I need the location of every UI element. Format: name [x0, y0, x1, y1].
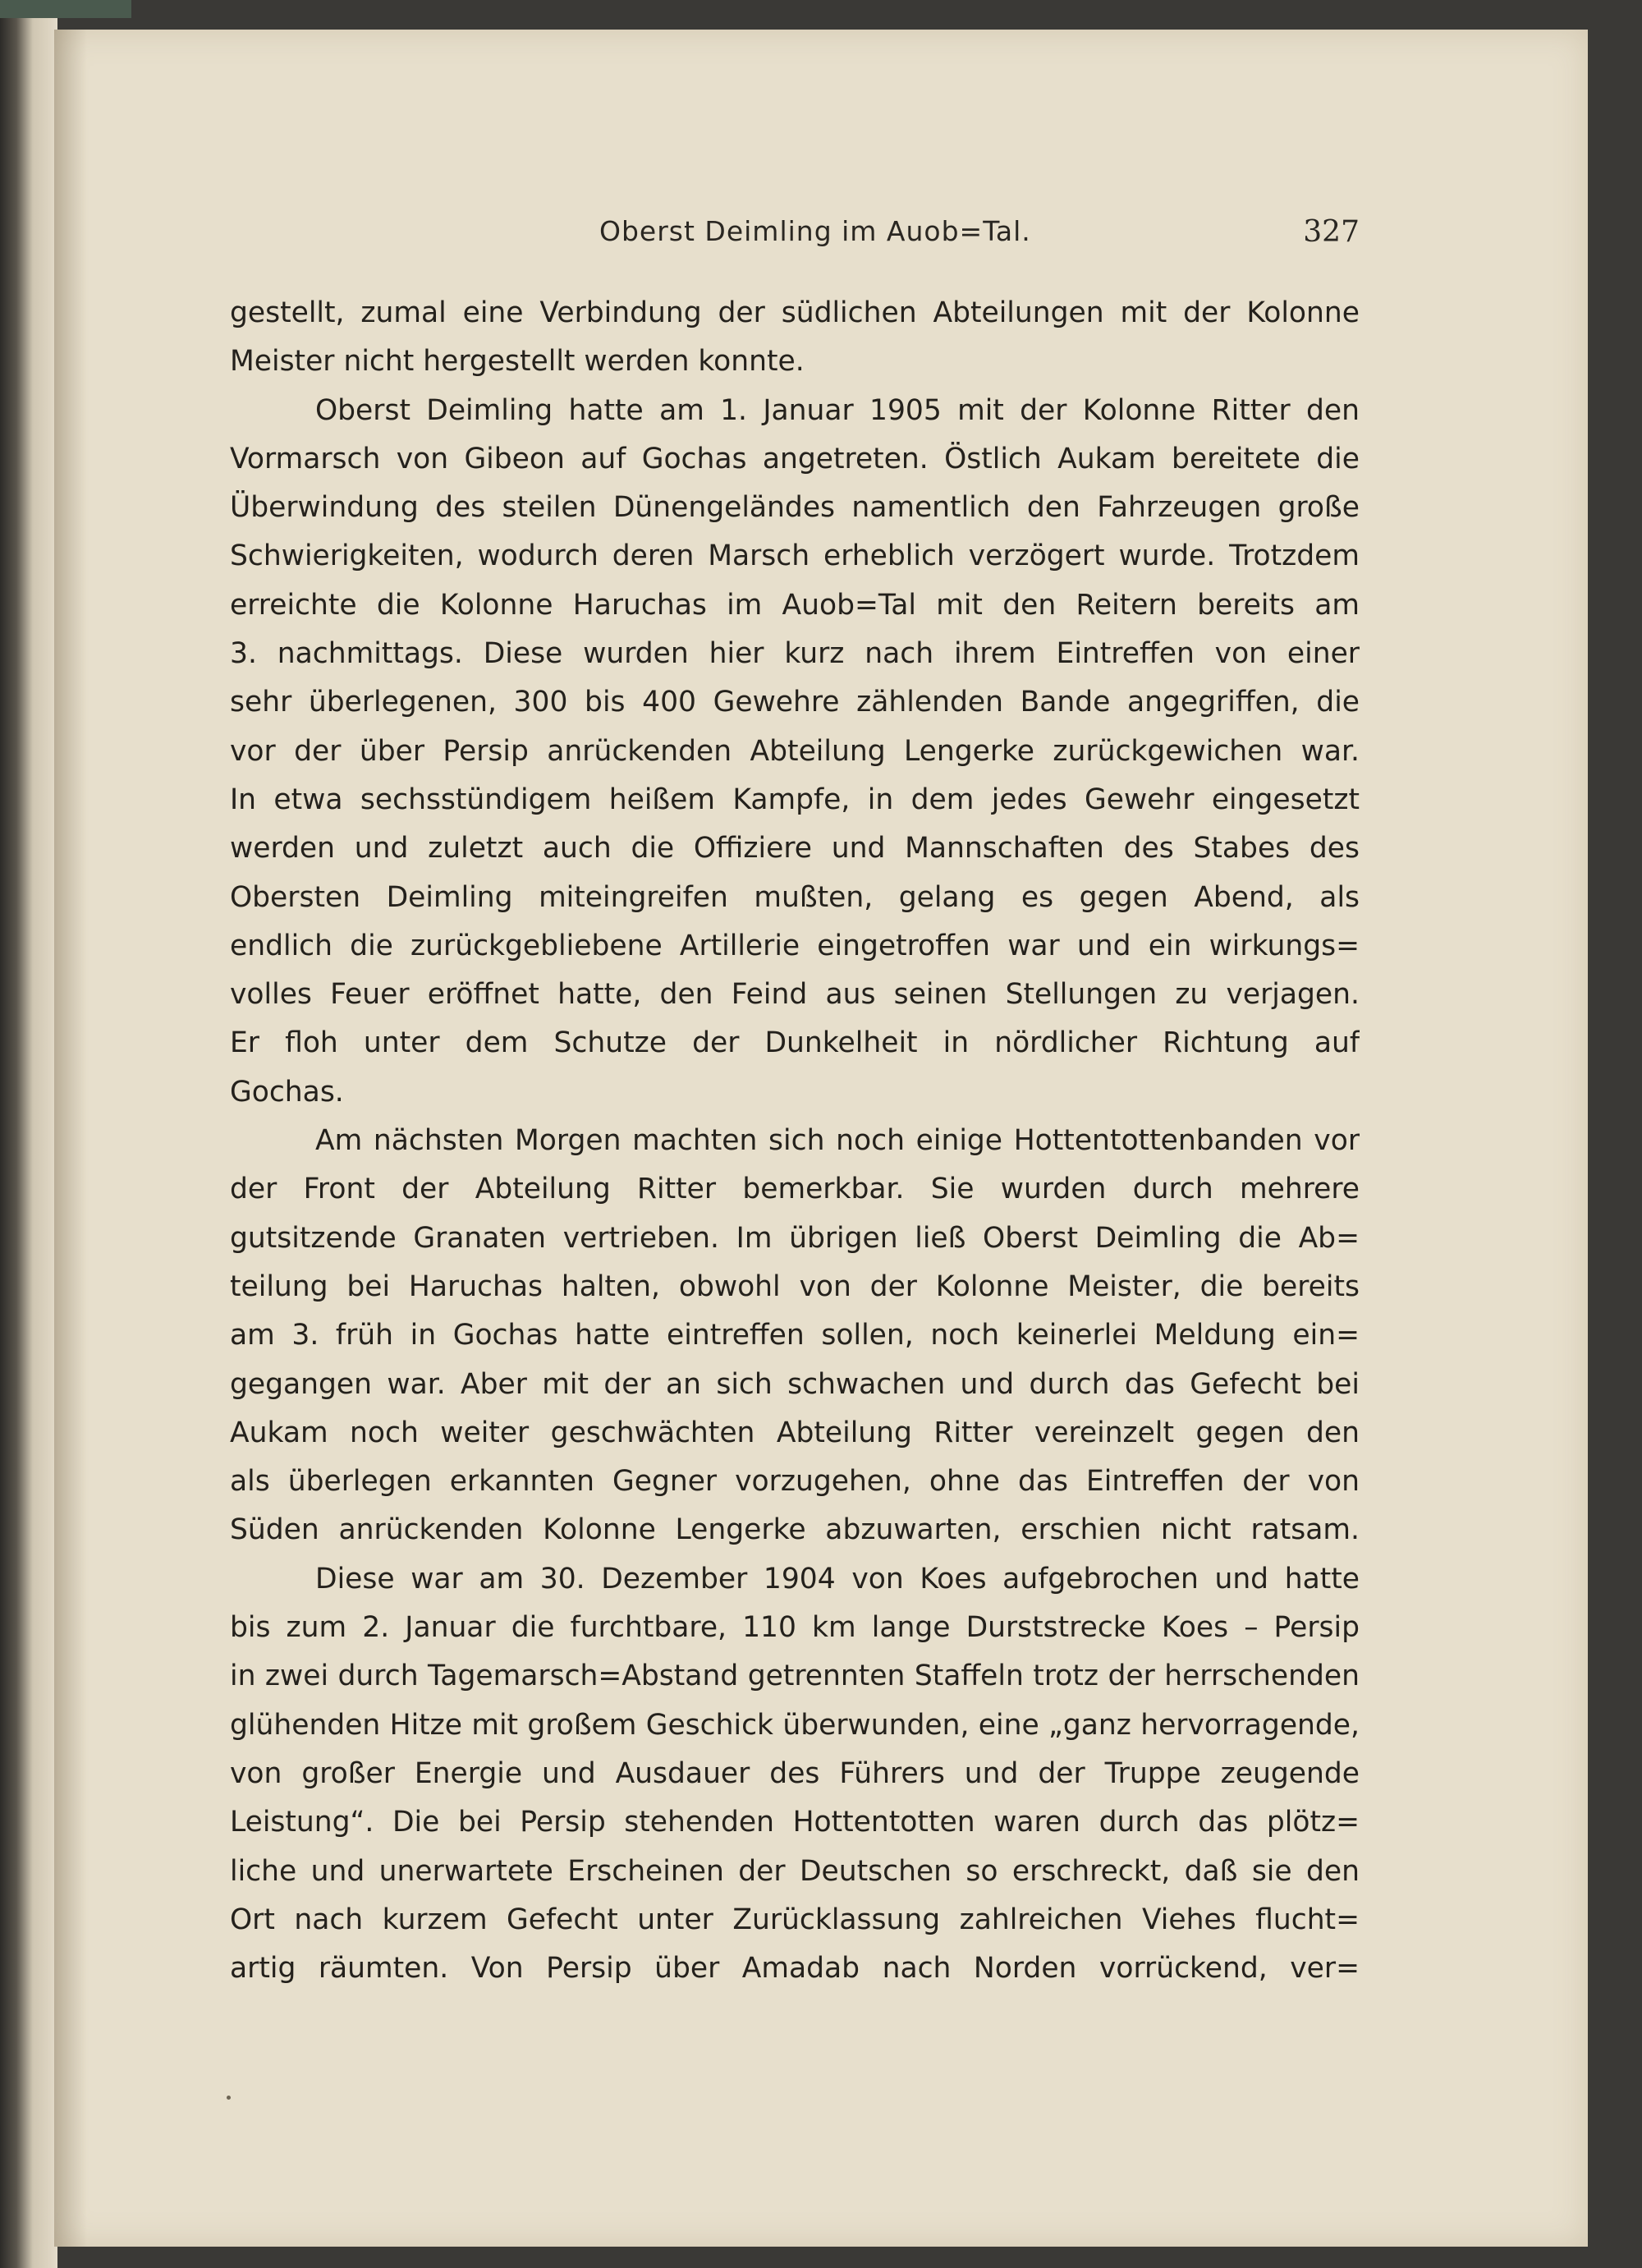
- text-line: Ort nach kurzem Gefecht unter Zurücklassung zahlreichen Viehes flucht=: [230, 1903, 1360, 1936]
- text-line: am 3. früh in Gochas hatte eintreffen sollen, noch keinerlei Meldung ein=: [230, 1319, 1360, 1352]
- text-line: Süden anrückenden Kolonne Lengerke abzuwarten, erschien nicht ratsam.: [230, 1513, 1360, 1547]
- text-line: als überlegen erkannten Gegner vorzugehen, ohne das Eintreffen der von: [230, 1465, 1360, 1499]
- text-line: vor der über Persip anrückenden Abteilung Lengerke zurückgewichen war.: [230, 734, 1360, 768]
- text-line: erreichte die Kolonne Haruchas im Auob=Tal mit den Reitern bereits am: [230, 588, 1360, 622]
- book-edge-stripe: [0, 0, 131, 18]
- text-line: glühenden Hitze mit großem Geschick überwunden, eine „ganz hervorragende,: [230, 1708, 1360, 1742]
- text-line: Leistung“. Die bei Persip stehenden Hottentotten waren durch das plötz=: [230, 1806, 1360, 1839]
- text-line: gutsitzende Granaten vertrieben. Im übrigen ließ Oberst Deimling die Ab=: [230, 1221, 1360, 1255]
- page-gutter-shadow: [54, 30, 87, 2247]
- text-line: Aukam noch weiter geschwächten Abteilung Ritter vereinzelt gegen den: [230, 1416, 1360, 1449]
- text-line: sehr überlegenen, 300 bis 400 Gewehre zählenden Bande angegriffen, die: [230, 686, 1360, 719]
- text-line: 3. nachmittags. Diese wurden hier kurz nach ihrem Eintreffen von einer: [230, 637, 1360, 671]
- text-line: Überwindung des steilen Dünengeländes namentlich den Fahrzeugen große: [230, 491, 1360, 525]
- book-edge: [0, 0, 57, 2268]
- text-line: Oberst Deimling hatte am 1. Januar 1905 mit der Kolonne Ritter den: [315, 393, 1360, 427]
- text-line: Er floh unter dem Schutze der Dunkelheit in nördlicher Richtung auf: [230, 1026, 1360, 1060]
- text-line: bis zum 2. Januar die furchtbare, 110 km lange Durststrecke Koes – Persip: [230, 1611, 1360, 1645]
- text-line: gegangen war. Aber mit der an sich schwachen und durch das Gefecht bei: [230, 1367, 1360, 1401]
- text-line: Am nächsten Morgen machten sich noch einige Hottentottenbanden vor: [315, 1124, 1360, 1158]
- page-number: 327: [1303, 215, 1360, 249]
- text-line: gestellt, zumal eine Verbindung der südlichen Abteilungen mit der Kolonne: [230, 296, 1360, 329]
- text-line: liche und unerwartete Erscheinen der Deutschen so erschreckt, daß sie den: [230, 1854, 1360, 1888]
- text-line: von großer Energie und Ausdauer des Führers und der Truppe zeugende: [230, 1756, 1360, 1790]
- text-line: Diese war am 30. Dezember 1904 von Koes aufgebrochen und hatte: [315, 1562, 1360, 1595]
- text-line: Meister nicht hergestellt werden konnte.: [230, 345, 805, 379]
- text-line: werden und zuletzt auch die Offiziere und Mannschaften des Stabes des: [230, 832, 1360, 865]
- running-title: Oberst Deimling im Auob=Tal.: [599, 215, 1031, 247]
- text-line: der Front der Abteilung Ritter bemerkbar. Sie wurden durch mehrere: [230, 1173, 1360, 1206]
- text-line: endlich die zurückgebliebene Artillerie eingetroffen war und ein wirkungs=: [230, 929, 1360, 962]
- text-line: in zwei durch Tagemarsch=Abstand getrennten Staffeln trotz der herrschenden: [230, 1660, 1360, 1693]
- text-line: In etwa sechsstündigem heißem Kampfe, in dem jedes Gewehr eingesetzt: [230, 783, 1360, 816]
- text-line: Gochas.: [230, 1075, 344, 1109]
- text-line: Schwierigkeiten, wodurch deren Marsch erheblich verzögert wurde. Trotzdem: [230, 539, 1360, 573]
- paper-fleck: [227, 2096, 231, 2100]
- body-text: [230, 289, 1360, 1993]
- running-head: [230, 215, 1360, 259]
- text-line: Obersten Deimling miteingreifen mußten, gelang es gegen Abend, als: [230, 880, 1360, 914]
- text-line: artig räumten. Von Persip über Amadab nach Norden vorrückend, ver=: [230, 1952, 1360, 1986]
- text-line: Vormarsch von Gibeon auf Gochas angetreten. Östlich Aukam bereitete die: [230, 442, 1360, 475]
- text-line: teilung bei Haruchas halten, obwohl von der Kolonne Meister, die bereits: [230, 1269, 1360, 1303]
- text-line: volles Feuer eröffnet hatte, den Feind aus seinen Stellungen zu verjagen.: [230, 978, 1360, 1012]
